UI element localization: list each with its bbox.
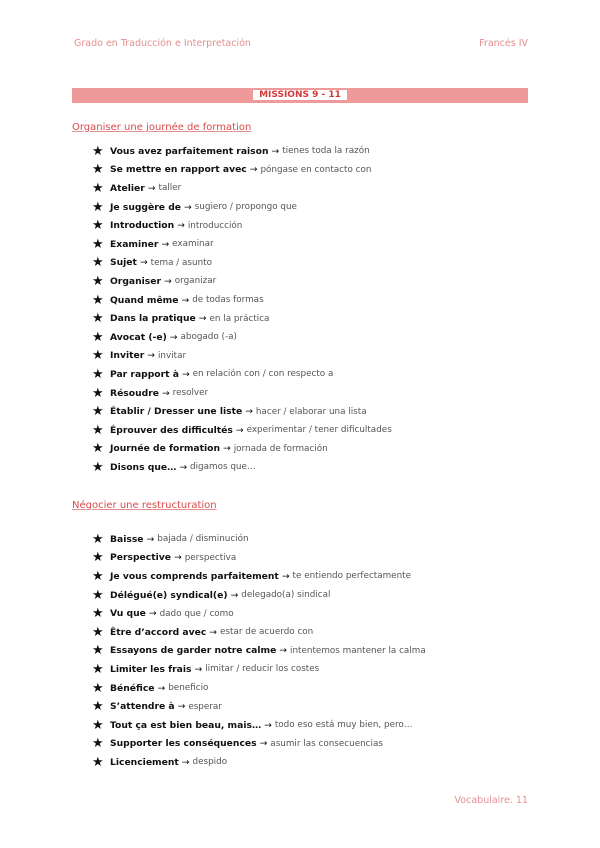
french-term: Délégué(e) syndical(e) — [110, 589, 228, 601]
french-term: Inviter — [110, 350, 145, 362]
arrow-icon: → — [169, 331, 178, 343]
spanish-translation: introducción — [187, 220, 243, 231]
star-icon: ★ — [92, 273, 104, 289]
star-icon: ★ — [92, 180, 104, 196]
star-icon: ★ — [92, 606, 104, 622]
star-icon: ★ — [92, 550, 104, 566]
french-term: S’attendre à — [110, 701, 175, 713]
spanish-translation: experimentar / tener dificultades — [246, 425, 392, 436]
spanish-translation: perspectiva — [184, 552, 237, 563]
spanish-translation: examinar — [172, 239, 214, 250]
arrow-icon: → — [230, 589, 239, 601]
vocab-item — [92, 458, 392, 477]
star-icon: ★ — [92, 643, 104, 659]
vocab-list-formation — [92, 142, 392, 477]
french-term: Je vous comprends parfaitement — [110, 570, 279, 582]
arrow-icon: → — [181, 368, 190, 380]
star-icon: ★ — [92, 699, 104, 715]
title-band — [72, 88, 528, 103]
arrow-icon: → — [194, 663, 203, 675]
arrow-icon: → — [223, 443, 231, 455]
star-icon: ★ — [92, 441, 104, 457]
vocab-item — [92, 347, 392, 366]
spanish-translation: asumir las consecuencias — [270, 738, 383, 749]
vocab-item — [92, 586, 426, 605]
french-term: Avocat (-e) — [110, 331, 167, 343]
star-icon: ★ — [92, 385, 104, 401]
section-title-formation: Organiser une journée de formation — [72, 122, 252, 133]
star-icon: ★ — [92, 531, 104, 547]
arrow-icon: → — [177, 220, 185, 232]
spanish-translation: te entiendo perfectamente — [292, 571, 412, 582]
arrow-icon: → — [249, 164, 258, 176]
vocab-item — [92, 735, 426, 754]
vocab-item — [92, 402, 392, 421]
spanish-translation: abogado (-a) — [180, 332, 237, 343]
vocab-item — [92, 142, 392, 161]
vocab-item — [92, 235, 392, 254]
french-term: Bénéfice — [110, 682, 155, 694]
vocab-item — [92, 549, 426, 568]
arrow-icon: → — [161, 238, 170, 250]
arrow-icon: → — [147, 182, 156, 194]
spanish-translation: bajada / disminución — [157, 534, 249, 545]
vocab-item — [92, 679, 426, 698]
arrow-icon: → — [179, 461, 188, 473]
spanish-translation: organizar — [174, 276, 217, 287]
spanish-translation: tienes toda la razón — [282, 146, 370, 157]
french-term: Quand même — [110, 294, 179, 306]
star-icon: ★ — [92, 255, 104, 271]
arrow-icon: → — [271, 145, 280, 157]
spanish-translation: limitar / reducir los costes — [205, 664, 320, 675]
french-term: Éprouver des difficultés — [110, 424, 233, 436]
spanish-translation: en la práctica — [209, 313, 270, 324]
french-term: Résoudre — [110, 387, 159, 399]
vocab-item — [92, 384, 392, 403]
course-title: Grado en Traducción e Interpretación — [74, 38, 251, 49]
spanish-translation: resolver — [172, 388, 209, 399]
star-icon: ★ — [92, 404, 104, 420]
spanish-translation: hacer / elaborar una lista — [255, 406, 367, 417]
arrow-icon: → — [281, 570, 290, 582]
arrow-icon: → — [264, 719, 272, 731]
french-term: Tout ça est bien beau, mais… — [110, 719, 262, 731]
spanish-translation: beneficio — [168, 683, 209, 694]
star-icon: ★ — [92, 717, 104, 733]
arrow-icon: → — [198, 313, 207, 325]
spanish-translation: invitar — [157, 350, 187, 361]
french-term: Vu que — [110, 608, 146, 620]
vocab-item — [92, 272, 392, 291]
spanish-translation: despido — [192, 757, 228, 768]
star-icon: ★ — [92, 348, 104, 364]
star-icon: ★ — [92, 329, 104, 345]
arrow-icon: → — [164, 275, 172, 287]
french-term: Être d’accord avec — [110, 626, 207, 638]
vocab-item — [92, 660, 426, 679]
star-icon: ★ — [92, 236, 104, 252]
star-icon: ★ — [92, 661, 104, 677]
french-term: Par rapport à — [110, 368, 179, 380]
spanish-translation: dado que / como — [159, 608, 234, 619]
arrow-icon: → — [173, 552, 182, 564]
star-icon: ★ — [92, 199, 104, 215]
section-title-restructuration: Négocier une restructuration — [72, 500, 217, 511]
spanish-translation: intentemos mantener la calma — [290, 645, 426, 656]
french-term: Essayons de garder notre calme — [110, 645, 277, 657]
star-icon: ★ — [92, 143, 104, 159]
arrow-icon: → — [259, 738, 268, 750]
arrow-icon: → — [139, 257, 148, 269]
french-term: Disons que… — [110, 461, 177, 473]
arrow-icon: → — [148, 608, 157, 620]
vocab-item — [92, 530, 426, 549]
vocab-item — [92, 216, 392, 235]
arrow-icon: → — [177, 701, 186, 713]
vocab-item — [92, 697, 426, 716]
spanish-translation: tema / asunto — [150, 257, 212, 268]
spanish-translation: esperar — [188, 701, 222, 712]
arrow-icon: → — [245, 406, 253, 418]
vocab-item — [92, 161, 392, 180]
star-icon: ★ — [92, 311, 104, 327]
star-icon: ★ — [92, 292, 104, 308]
spanish-translation: sugiero / propongo que — [194, 202, 297, 213]
spanish-translation: digamos que… — [190, 462, 256, 473]
star-icon: ★ — [92, 680, 104, 696]
star-icon: ★ — [92, 624, 104, 640]
arrow-icon: → — [235, 424, 244, 436]
french-term: Organiser — [110, 275, 162, 287]
spanish-translation: jornada de formación — [233, 443, 328, 454]
vocab-item — [92, 623, 426, 642]
star-icon: ★ — [92, 736, 104, 752]
vocab-item — [92, 642, 426, 661]
spanish-translation: de todas formas — [192, 295, 264, 306]
star-icon: ★ — [92, 218, 104, 234]
arrow-icon: → — [147, 350, 155, 362]
arrow-icon: → — [146, 533, 155, 545]
vocab-item — [92, 567, 426, 586]
french-term: Examiner — [110, 238, 159, 250]
vocab-item — [92, 440, 392, 459]
vocab-list-restructuration — [92, 530, 426, 772]
page-footer: Vocabulaire. 11 — [454, 795, 528, 806]
french-term: Introduction — [110, 220, 175, 232]
star-icon: ★ — [92, 422, 104, 438]
french-term: Journée de formation — [110, 443, 221, 455]
vocab-item — [92, 198, 392, 217]
french-term: Se mettre en rapport avec — [110, 164, 247, 176]
french-term: Sujet — [110, 257, 137, 269]
french-term: Vous avez parfaitement raison — [110, 145, 269, 157]
french-term: Dans la pratique — [110, 313, 196, 325]
vocab-item — [92, 365, 392, 384]
vocab-item — [92, 179, 392, 198]
vocab-item — [92, 328, 392, 347]
arrow-icon: → — [181, 756, 190, 768]
arrow-icon: → — [279, 645, 287, 657]
page-title: MISSIONS 9 - 11 — [253, 90, 347, 100]
vocab-item — [92, 254, 392, 273]
star-icon: ★ — [92, 162, 104, 178]
spanish-translation: todo eso está muy bien, pero… — [274, 720, 413, 731]
star-icon: ★ — [92, 754, 104, 770]
vocab-item — [92, 421, 392, 440]
vocab-item — [92, 604, 426, 623]
arrow-icon: → — [161, 387, 170, 399]
vocab-item — [92, 291, 392, 310]
spanish-translation: póngase en contacto con — [260, 164, 372, 175]
star-icon: ★ — [92, 459, 104, 475]
vocab-item — [92, 716, 426, 735]
french-term: Établir / Dresser une liste — [110, 406, 243, 418]
arrow-icon: → — [157, 682, 166, 694]
french-term: Licenciement — [110, 756, 179, 768]
french-term: Baisse — [110, 533, 144, 545]
french-term: Supporter les conséquences — [110, 738, 257, 750]
french-term: Limiter les frais — [110, 663, 192, 675]
french-term: Perspective — [110, 552, 171, 564]
spanish-translation: taller — [158, 183, 182, 194]
star-icon: ★ — [92, 366, 104, 382]
vocab-item — [92, 753, 426, 772]
spanish-translation: en relación con / con respecto a — [192, 369, 334, 380]
vocab-item — [92, 309, 392, 328]
french-term: Je suggère de — [110, 201, 182, 213]
arrow-icon: → — [209, 626, 217, 638]
star-icon: ★ — [92, 587, 104, 603]
arrow-icon: → — [184, 201, 192, 213]
spanish-translation: estar de acuerdo con — [219, 627, 314, 638]
arrow-icon: → — [181, 294, 190, 306]
spanish-translation: delegado(a) sindical — [241, 590, 331, 601]
french-term: Atelier — [110, 182, 145, 194]
star-icon: ★ — [92, 568, 104, 584]
course-level: Francés IV — [479, 38, 528, 49]
